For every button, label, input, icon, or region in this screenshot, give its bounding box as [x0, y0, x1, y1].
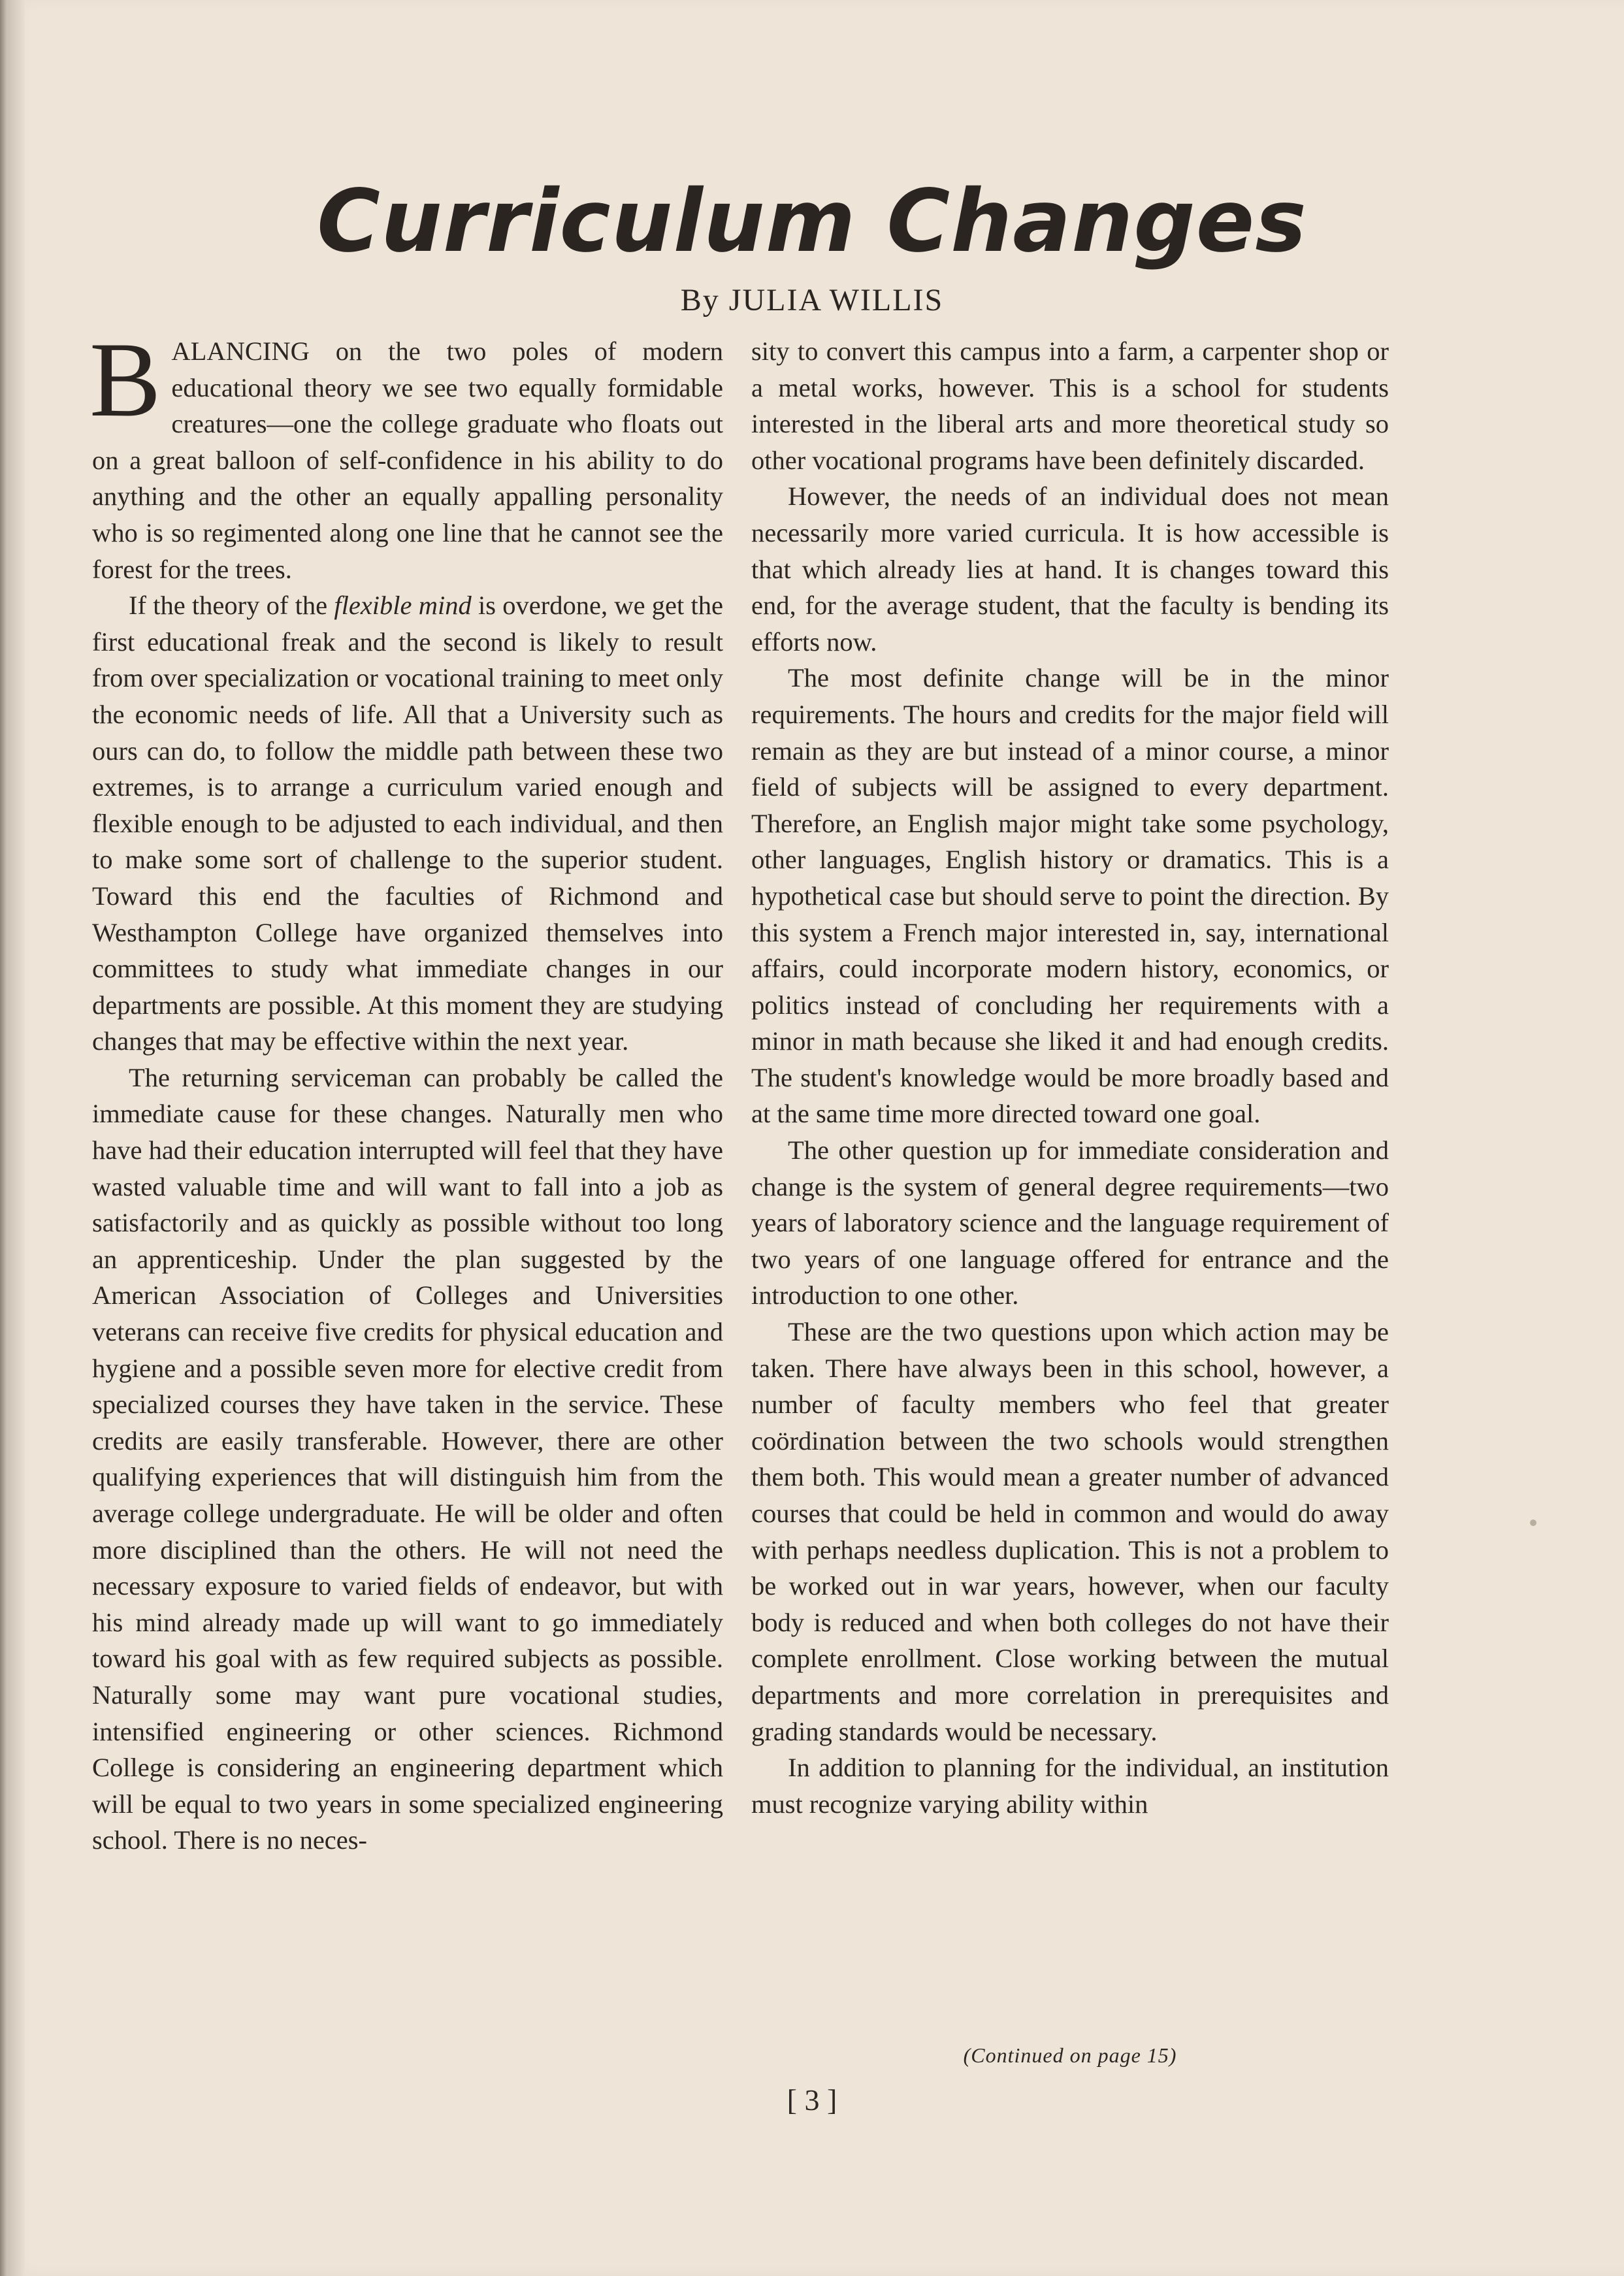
paragraph-text: ALANCING on the two poles of modern educational theory we see two equally formidable creatures—one the college graduate who floats out on a great balloon of self-confidence in his ability to do anything and the other an equally appalling personality who is so regimented along one line that he cannot see the forest for the trees.: [92, 336, 723, 584]
paragraph: sity to convert this campus into a farm, a carpenter shop or a metal works, however. This is a school for students interested in the liberal arts and more theoretical study so other vocational programs have been definitely discarded.: [751, 336, 1389, 475]
paragraph-text: is overdone, we get the first educational freak and the second is likely to result from over specialization or vocational training to meet only the economic needs of life. All that a University such as ours can do, to follow the middle path between these two extremes, is to arrange a curriculum varied enough and flexible enough to be adjusted to each individual, and then to make some sort of challenge to the superior student. Toward this end the faculties of Richmond and Westhampton College have organized themselves into committees to study what immediate changes in our departments are possible. At this moment they are studying changes that may be effective within the next year.: [92, 591, 723, 1056]
paragraph: The most definite change will be in the minor requirements. The hours and credits for the major field will remain as they are but instead of a minor course, a minor field of subjects will be assigned to every department. Therefore, an English major might take some psychology, other languages, English history or dramatics. This is a hypothetical case but should serve to point the direction. By this system a French major interested in, say, international affairs, could incorporate modern history, economics, or politics instead of concluding her requirements with a minor in math because she liked it and had enough credits. The student's knowledge would be more broadly based and at the same time more directed toward one goal.: [751, 663, 1389, 1129]
paragraph: The other question up for immediate consideration and change is the system of general degree requirements—two years of laboratory science and the language requirement of two years of one language offered for entrance and the introduction to one other.: [751, 1135, 1389, 1310]
article-title: Curriculum Changes: [317, 171, 1307, 272]
emphasis-text: flexible mind: [334, 591, 472, 621]
page-number: [ 3 ]: [787, 2083, 837, 2117]
paragraph: In addition to planning for the individual, an institution must recognize varying ability within: [751, 1753, 1389, 1819]
binding-shadow: [0, 0, 25, 2276]
paragraph: [89, 321, 723, 587]
paper-speck: [1530, 1520, 1536, 1526]
article-byline: By JULIA WILLIS: [680, 283, 944, 317]
paragraph: The returning serviceman can probably be called the immediate cause for these changes. Naturally men who have had their education interrupted will feel that they have wasted valuable time and will want to fall into a job as satisfactorily and as quickly as possible without too long an apprenticeship. Under the plan suggested by the American Association of Colleges and Universities veterans can receive five credits for physical education and hygiene and a possible seven more for elective credit from specialized courses they have taken in the service. These credits are easily transferable. However, there are other qualifying experiences that will distinguish him from the average college undergraduate. He will be older and often more disciplined than the others. He will not need the necessary exposure to varied fields of endeavor, but with his mind already made up will want to go immediately toward his goal with as few required subjects as possible. Naturally some may want pure vocational studies, intensified engineering or other sciences. Richmond College is considering an engineering department which will be equal to two years in some specialized engineering school. There is no neces-: [92, 1062, 723, 1855]
continued-note: (Continued on page 15): [963, 2043, 1177, 2067]
column-right: [751, 333, 1389, 1822]
paragraph-text: If the theory of the: [129, 591, 334, 621]
paragraph: [92, 587, 723, 1060]
paragraph: These are the two questions upon which action may be taken. There have always been in this school, however, a number of faculty members who feel that greater coördination between the two schools would strengthen them both. This would mean a greater number of advanced courses that could be held in common and would do away with perhaps needless duplication. This is not a problem to be worked out in war years, however, when our faculty body is reduced and when both colleges do not have their complete enrollment. Close working between the mutual departments and more correlation in prerequisites and grading standards would be necessary.: [751, 1317, 1389, 1746]
drop-cap: B: [89, 321, 161, 439]
paragraph: However, the needs of an individual does not mean necessarily more varied curricula. It is how accessible is that which already lies at hand. It is changes toward this end, for the average student, that the faculty is bending its efforts now.: [751, 481, 1389, 657]
column-left: [89, 321, 723, 1859]
